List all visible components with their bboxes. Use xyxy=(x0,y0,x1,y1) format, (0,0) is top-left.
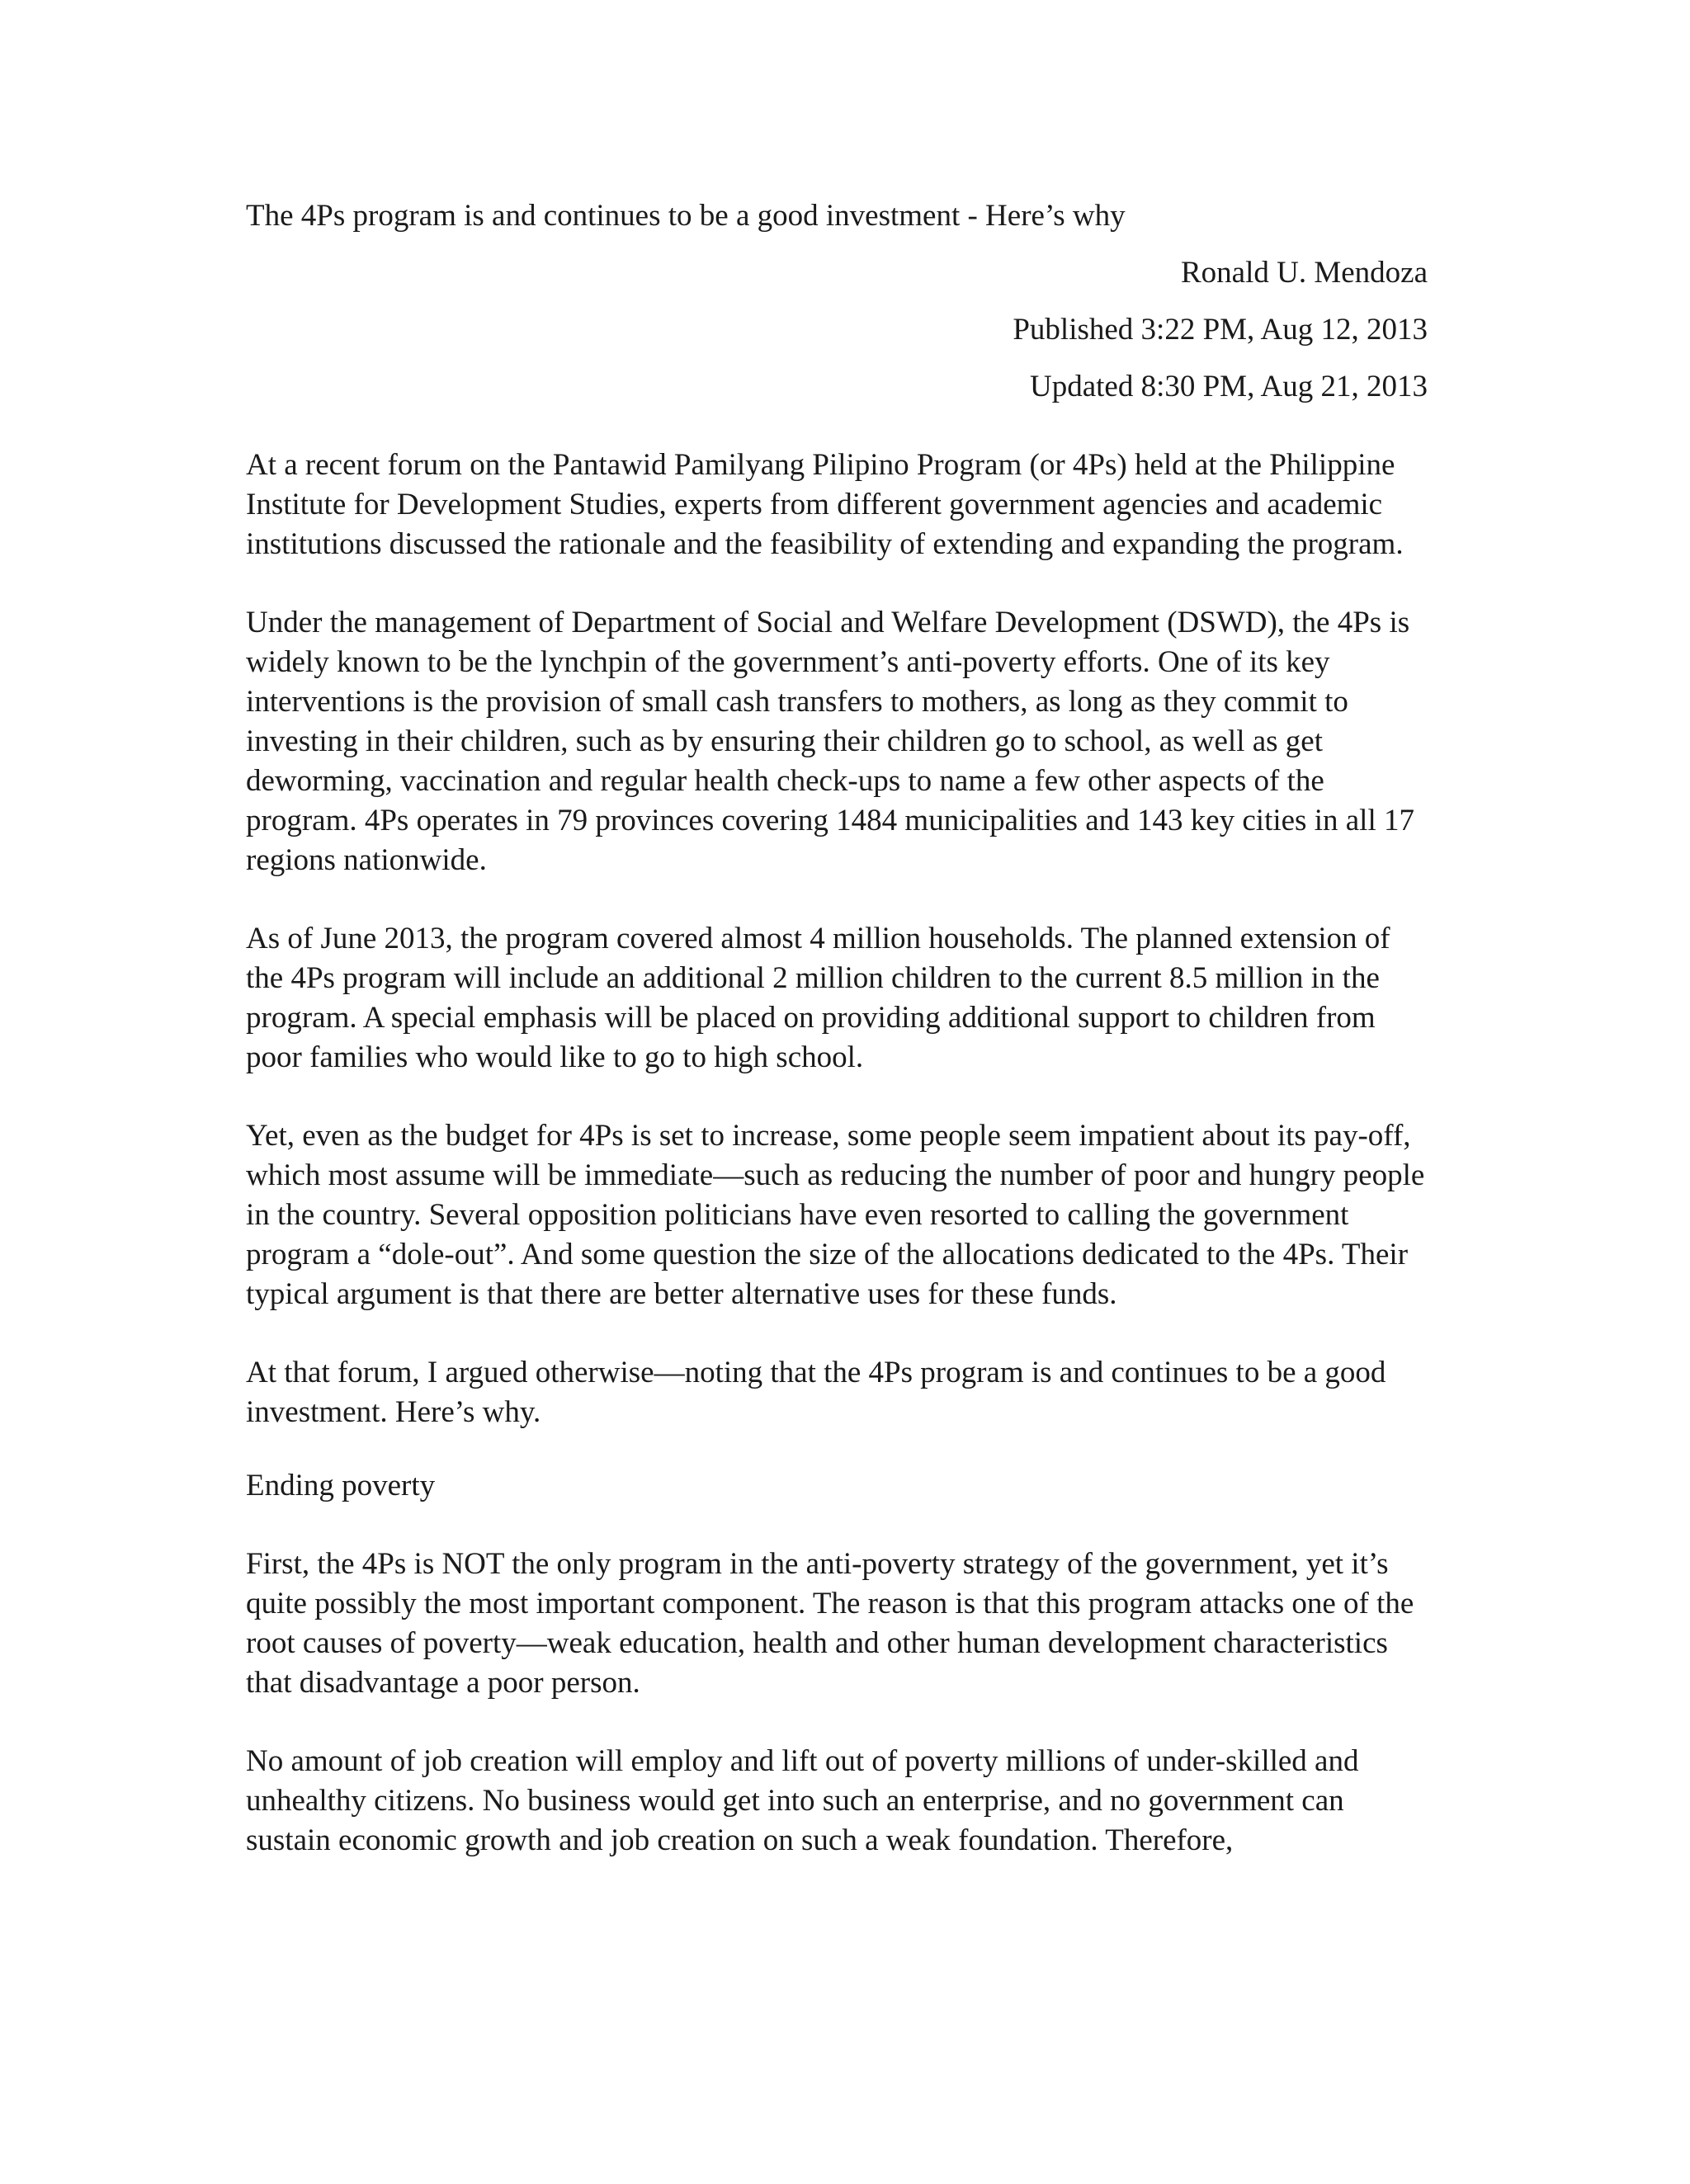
article-title: The 4Ps program is and continues to be a good investment - Here’s why xyxy=(246,199,1126,233)
paragraph-argument: At that forum, I argued otherwise—noting that the 4Ps program is and continues to be a good investment. Here’s why. xyxy=(246,1356,1386,1429)
paragraph-job-creation: No amount of job creation will employ and lift out of poverty millions of under-skilled and unhealthy citizens. No business would get into such an enterprise, and no government can sustain economic growth and job creation on such a weak foundation. Therefore, xyxy=(246,1744,1359,1857)
article-author: Ronald U. Mendoza xyxy=(1180,256,1428,290)
paragraph-coverage: As of June 2013, the program covered almost 4 million households. The planned extension of the 4Ps program will include an additional 2 million children to the current 8.5 million in the program. A special emphasis will be placed on providing additional support to children from poor families who would like to go to high school. xyxy=(246,922,1390,1074)
paragraph-dswd: Under the management of Department of Social and Welfare Development (DSWD), the 4Ps is widely known to be the lynchpin of the government’s anti-poverty efforts. One of its key interventions is the provision of small cash transfers to mothers, as long as they commit to investing in their children, such as by ensuring their children go to school, as well as get deworming, vaccination and regular health check-ups to name a few other aspects of the program. 4Ps operates in 79 provinces covering 1484 municipalities and 143 key cities in all 17 regions nationwide. xyxy=(246,606,1414,877)
document-body xyxy=(246,196,1428,1899)
published-date: Published 3:22 PM, Aug 12, 2013 xyxy=(1013,313,1428,347)
paragraph-root-causes: First, the 4Ps is NOT the only program in the anti-poverty strategy of the government, yet it’s quite possibly the most important component. The reason is that this program attacks one of the root causes of poverty—weak education, health and other human development characteristics that disadvantage a poor person. xyxy=(246,1547,1414,1700)
section-heading-ending-poverty: Ending poverty xyxy=(246,1469,436,1502)
paragraph-forum: At a recent forum on the Pantawid Pamilyang Pilipino Program (or 4Ps) held at the Philippine Institute for Development Studies, experts from different government agencies and academic institutions discussed the rationale and the feasibility of extending and expanding the program. xyxy=(246,448,1404,561)
updated-date: Updated 8:30 PM, Aug 21, 2013 xyxy=(1029,370,1428,403)
paragraph-criticism: Yet, even as the budget for 4Ps is set to increase, some people seem impatient about its pay-off, which most assume will be immediate—such as reducing the number of poor and hungry people in the country. Several opposition politicians have even resorted to calling the government program a “dole-out”. And some question the size of the allocations dedicated to the 4Ps. Their typical argument is that there are better alternative uses for these funds. xyxy=(246,1119,1425,1311)
